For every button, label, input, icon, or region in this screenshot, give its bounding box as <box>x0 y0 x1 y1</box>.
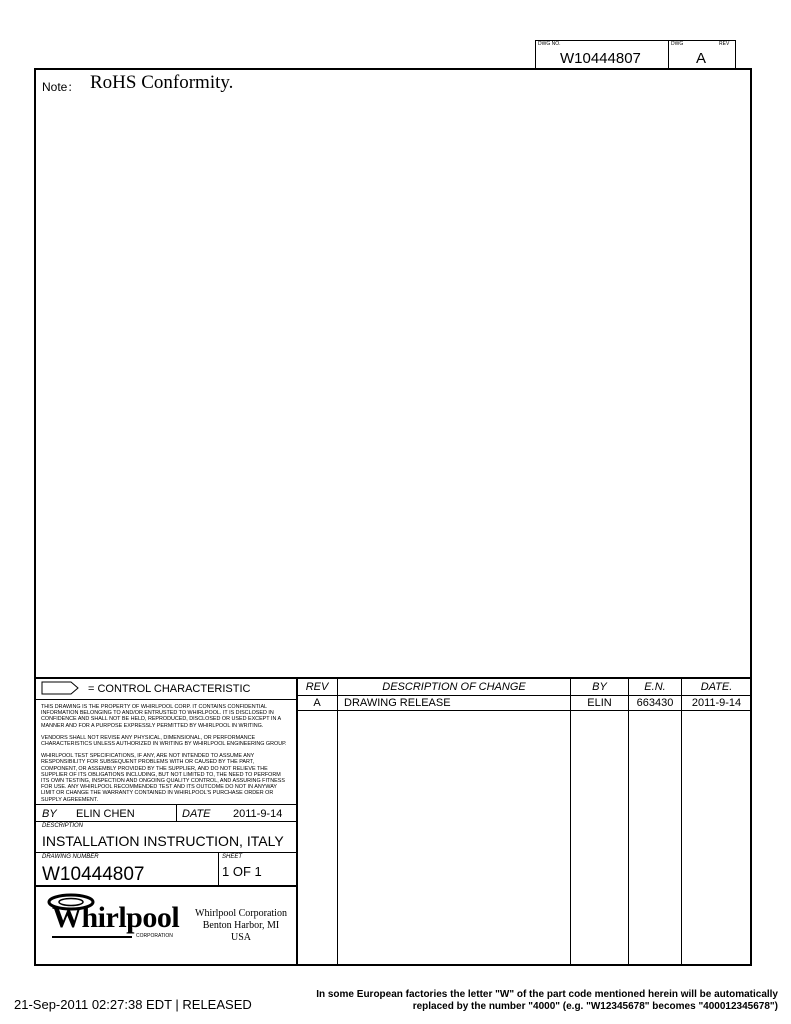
drawing-number-label: DRAWING NUMBER <box>42 854 99 860</box>
european-part-code-notice <box>280 989 778 1013</box>
company-city: Benton Harbor, MI <box>202 920 280 931</box>
drawing-frame <box>34 68 752 966</box>
company-name: Whirlpool Corporation <box>195 908 287 919</box>
release-status: 21-Sep-2011 02:27:38 EDT | RELEASED <box>14 997 252 1012</box>
date-label: DATE <box>182 808 211 820</box>
description-row-bottom-rule <box>35 852 296 853</box>
by-value: ELIN CHEN <box>76 808 135 820</box>
control-row-rule <box>35 699 296 700</box>
revision-header-by: BY <box>592 681 607 693</box>
revision-header-rule <box>297 695 751 696</box>
revision-cell-rev: A <box>313 697 321 709</box>
revision-cell-en: 663430 <box>636 697 674 709</box>
revision-col-divider <box>337 678 338 965</box>
sheet-value: 1 OF 1 <box>222 864 262 879</box>
rev-label: REV <box>719 41 730 47</box>
title-area-top-rule <box>35 677 751 679</box>
notice-line-2: replaced by the number "4000" (e.g. "W12345678" becomes "400012345678") <box>412 1001 778 1012</box>
note-label: Note： <box>42 80 80 94</box>
revision-col-divider <box>628 678 629 965</box>
drawing-number-sheet-divider <box>218 853 219 885</box>
by-row-top-rule <box>35 804 296 805</box>
revision-cell-date: 2011-9-14 <box>691 697 742 709</box>
by-date-divider <box>176 805 177 821</box>
drawing-number-value: W10444807 <box>42 864 145 885</box>
sheet-label: SHEET <box>222 854 243 860</box>
description-value: INSTALLATION INSTRUCTION, ITALY <box>42 833 284 849</box>
revision-col-divider <box>570 678 571 965</box>
date-value: 2011-9-14 <box>233 808 283 820</box>
company-country: USA <box>230 932 251 943</box>
confidentiality-notices <box>41 704 289 809</box>
revision-header-rev: REV <box>305 681 329 693</box>
revision-header-en: E.N. <box>644 681 666 693</box>
control-characteristic-label: = CONTROL CHARACTERISTIC <box>88 683 251 695</box>
notice-line-1: In some European factories the letter "W" of the part code mentioned herein will be automatically <box>316 989 778 1000</box>
dwg-header-divider <box>668 40 669 69</box>
notice-paragraph: WHIRLPOOL TEST SPECIFICATIONS, IF ANY, ARE NOT INTENDED TO ASSUME ANY RESPONSIBILITY FOR SUBSEQUENT PROBLEMS WITH OR CAUSED BY THE PART, COMPONENT, OR ASSEMBLY PROVIDED BY THE SUPPLIER, AND DO NOT RELIEVE THE SUPPLIER OF ITS OBLIGATIONS INCLUDING, BUT NOT LIMITED TO, THE NEED TO PERFORM ITS OWN TESTING, INSPECTION AND ONGOING QUALITY CONTROL, AND ASSURING FITNESS FOR USE. ANY WHIRLPOOL RECOMMENDED TEST AND ITS OUTCOME DO NOT IN ANYWAY LIMIT OR CHANGE THE WARRANTY CONTAINED IN WHIRLPOOL'S PURCHASE ORDER OR SUPPLY AGREEMENT. <box>41 753 285 803</box>
company-address <box>186 908 296 944</box>
revision-header-description: DESCRIPTION OF CHANGE <box>382 681 526 693</box>
by-row-bottom-rule <box>35 821 296 822</box>
by-label: BY <box>42 808 57 820</box>
whirlpool-underline <box>52 936 132 938</box>
whirlpool-logo <box>44 893 182 949</box>
dwg-rev: A <box>696 50 707 67</box>
revision-cell-description: DRAWING RELEASE <box>344 697 451 709</box>
dwg-label: DWG <box>671 41 684 47</box>
revision-col-divider <box>681 678 682 965</box>
whirlpool-wordmark: Whirlpool <box>52 901 180 934</box>
description-label: DESCRIPTION <box>42 823 84 829</box>
control-characteristic-icon <box>41 681 79 695</box>
notice-paragraph: VENDORS SHALL NOT REVISE ANY PHYSICAL, DIMENSIONAL, OR PERFORMANCE CHARACTERISTICS UNLESS AUTHORIZED IN WRITING BY WHIRLPOOL ENGINEERING GROUP. <box>41 734 287 748</box>
revision-header-date: DATE. <box>700 681 733 693</box>
notice-paragraph: THIS DRAWING IS THE PROPERTY OF WHIRLPOOL CORP. IT CONTAINS CONFIDENTIAL INFORMATION BELONGING TO AND/OR ENTRUSTED TO WHIRLPOOL. IT IS DISCLOSED IN CONFIDENCE AND SHALL NOT BE HELD, REPRODUCED, DISCLOSED OR USED EXCEPT IN A MANNER AND FOR A PURPOSE EXPRESSLY PERMITTED BY WHIRLPOOL IN WRITING. <box>41 704 281 729</box>
whirlpool-corporation-tag: CORPORATION <box>136 933 173 939</box>
dwg-number: W10444807 <box>560 50 641 67</box>
revision-cell-by: ELIN <box>587 697 612 709</box>
note-text: RoHS Conformity. <box>90 72 234 93</box>
title-revision-divider <box>296 678 298 965</box>
dwg-no-label: DWG NO. <box>538 41 561 47</box>
revision-row-rule <box>297 710 751 711</box>
